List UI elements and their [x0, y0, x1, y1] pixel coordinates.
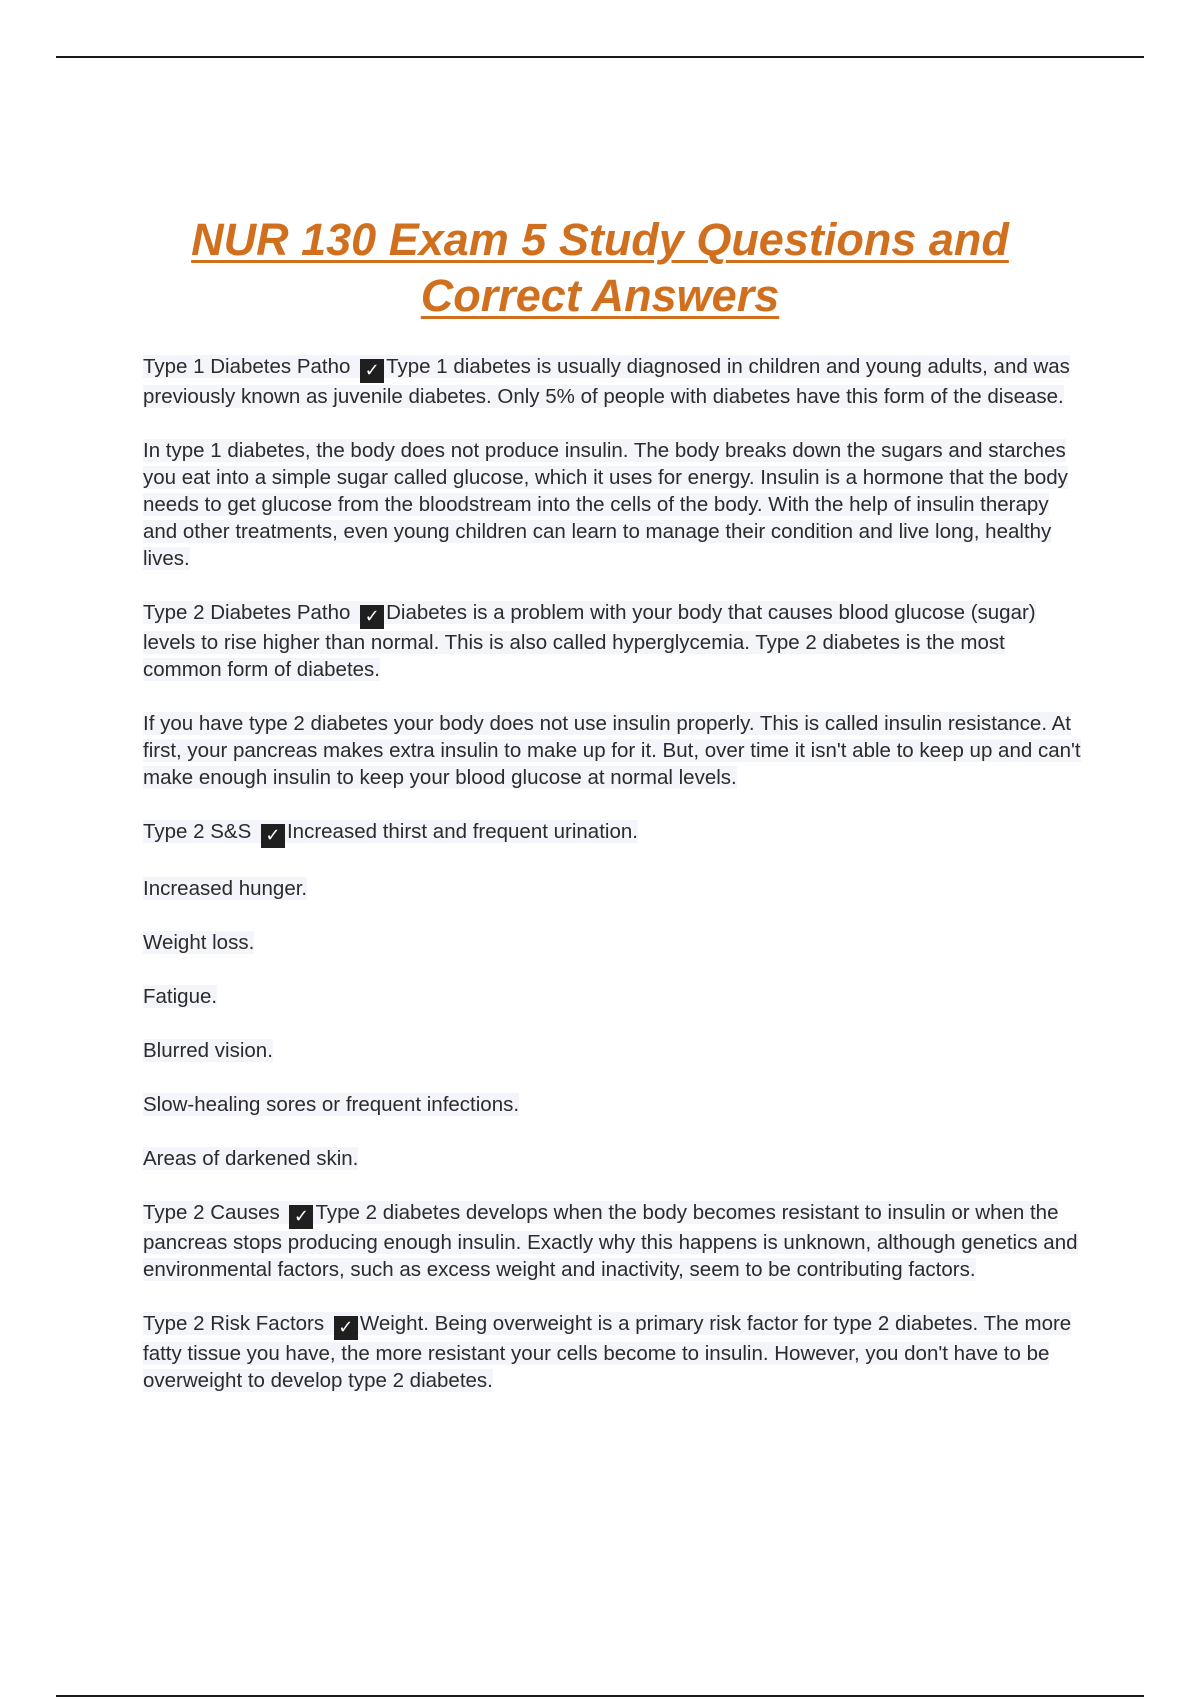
symptom-item: Areas of darkened skin. [143, 1147, 359, 1170]
checkmark-icon: ✓ [289, 1205, 313, 1229]
entry-continuation: In type 1 diabetes, the body does not produce insulin. The body breaks down the sugars and starches you eat into a simple sugar called glucose, which it uses for energy. Insulin is a hormone that the body needs to get glucose from the bloodstream into the cells of the body. With the help of insulin therapy and other treatments, even young children can learn to manage their condition and live long, healthy lives. [143, 439, 1068, 570]
entry-continuation: If you have type 2 diabetes your body does not use insulin properly. This is called insulin resistance. At first, your pancreas makes extra insulin to make up for it. But, over time it isn't able to keep up and can't make enough insulin to keep your blood glucose at normal levels. [143, 712, 1081, 789]
entry-answer: Weight. Being overweight is a primary risk factor for type 2 diabetes. The more fatty tissue you have, the more resistant your cells become to insulin. However, you don't have to be overweight to develop type 2 diabetes. [143, 1312, 1072, 1392]
symptom-item: Slow-healing sores or frequent infections. [143, 1093, 520, 1116]
entry-term: Type 2 Causes [143, 1201, 280, 1224]
entry-term: Type 2 S&S [143, 820, 252, 843]
symptom-item: Weight loss. [143, 931, 255, 954]
top-rule [56, 56, 1144, 58]
qa-entry-type2-symptoms [143, 818, 1083, 848]
qa-entry-type2-risk-factors [143, 1310, 1083, 1394]
qa-entry-type2-patho [143, 599, 1083, 683]
document-body [143, 353, 1083, 1421]
symptom-item: Fatigue. [143, 985, 218, 1008]
entry-answer: Type 1 diabetes is usually diagnosed in children and young adults, and was previously known as juvenile diabetes. Only 5% of people with diabetes have this form of the disease. [143, 355, 1070, 408]
entry-answer: Type 2 diabetes develops when the body becomes resistant to insulin or when the pancreas stops producing enough insulin. Exactly why this happens is unknown, although genetics and environmental factors, such as excess weight and inactivity, seem to be contributing factors. [143, 1201, 1078, 1281]
qa-entry-type2-causes [143, 1199, 1083, 1283]
checkmark-icon: ✓ [360, 605, 384, 629]
entry-term: Type 2 Diabetes Patho [143, 601, 351, 624]
entry-term: Type 1 Diabetes Patho [143, 355, 351, 378]
document-title: NUR 130 Exam 5 Study Questions and Correct Answers [191, 214, 1009, 321]
entry-term: Type 2 Risk Factors [143, 1312, 325, 1335]
symptom-item: Blurred vision. [143, 1039, 273, 1062]
checkmark-icon: ✓ [261, 824, 285, 848]
entry-answer: Increased thirst and frequent urination. [286, 820, 638, 843]
entry-answer: Diabetes is a problem with your body that causes blood glucose (sugar) levels to rise higher than normal. This is also called hyperglycemia. Type 2 diabetes is the most common form of diabetes. [143, 601, 1036, 681]
checkmark-icon: ✓ [334, 1316, 358, 1340]
symptom-item: Increased hunger. [143, 877, 308, 900]
qa-entry-type1-patho [143, 353, 1083, 410]
bottom-rule [56, 1695, 1144, 1697]
checkmark-icon: ✓ [360, 359, 384, 383]
